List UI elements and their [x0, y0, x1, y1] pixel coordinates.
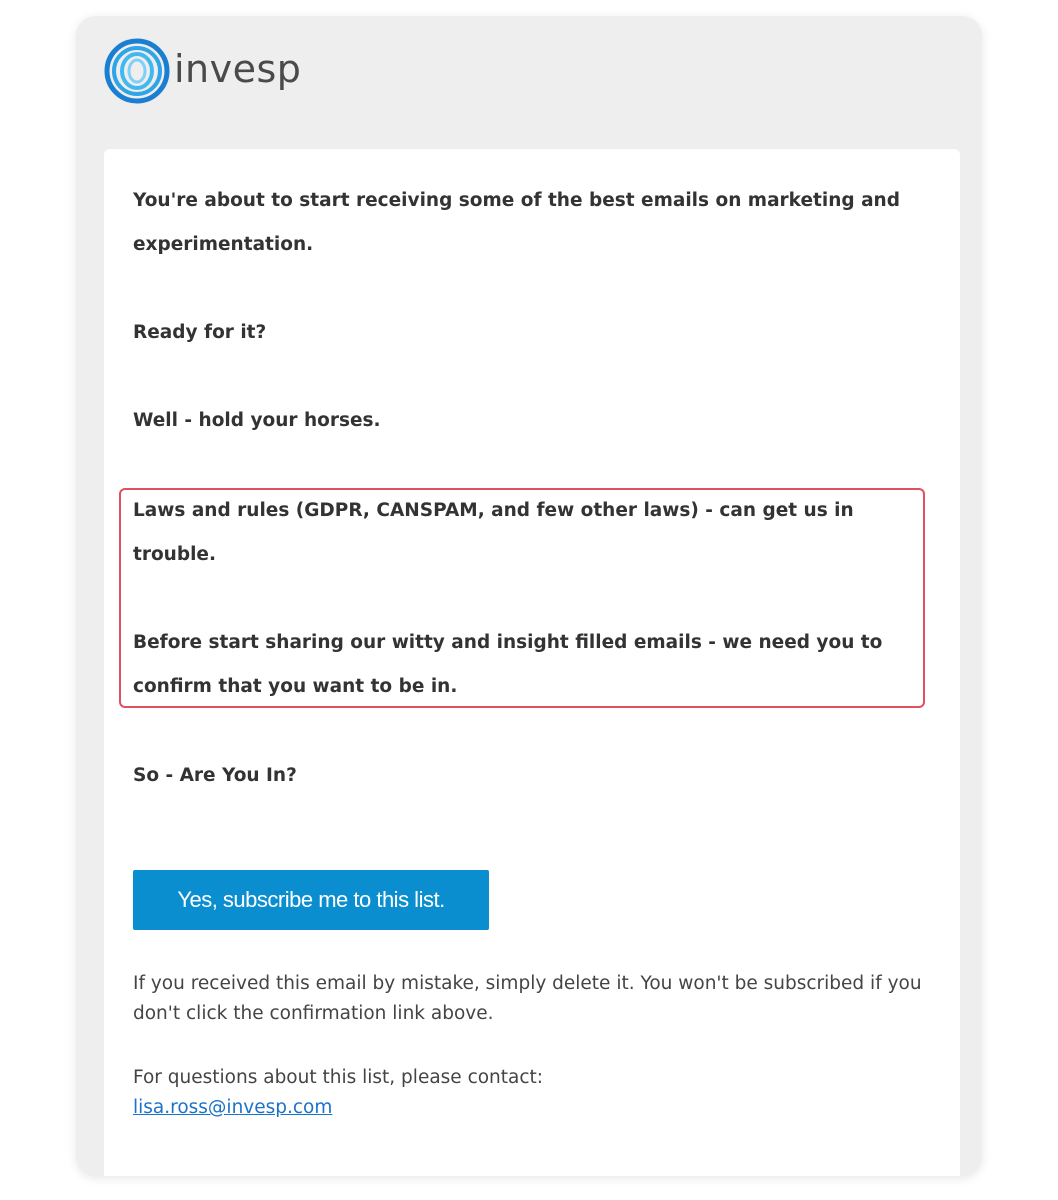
brand-logo	[104, 36, 301, 106]
question-text: So - Are You In?	[133, 765, 297, 786]
brand-name: invesp	[174, 47, 302, 91]
contact-email-link[interactable]: lisa.ross@invesp.com	[133, 1097, 333, 1118]
contact-block	[133, 1063, 943, 1123]
ready-text: Ready for it?	[133, 322, 267, 343]
email-body-card	[104, 149, 960, 1176]
mistake-note: If you received this email by mistake, simply delete it. You won't be subscribed if you don't click the confirmation link above.	[133, 973, 922, 1024]
confirm-need-text: Before start sharing our witty and insight filled emails - we need you to confirm that you want to be in.	[133, 632, 883, 697]
concentric-circles-logo-icon	[104, 38, 170, 104]
contact-label: For questions about this list, please contact:	[133, 1067, 544, 1088]
intro-text: You're about to start receiving some of the best emails on marketing and experimentation.	[133, 190, 900, 255]
subscribe-confirm-button[interactable]: Yes, subscribe me to this list.	[133, 870, 489, 930]
laws-text: Laws and rules (GDPR, CANSPAM, and few other laws) - can get us in trouble.	[133, 500, 854, 565]
hold-text: Well - hold your horses.	[133, 410, 381, 431]
email-container	[76, 16, 982, 1176]
